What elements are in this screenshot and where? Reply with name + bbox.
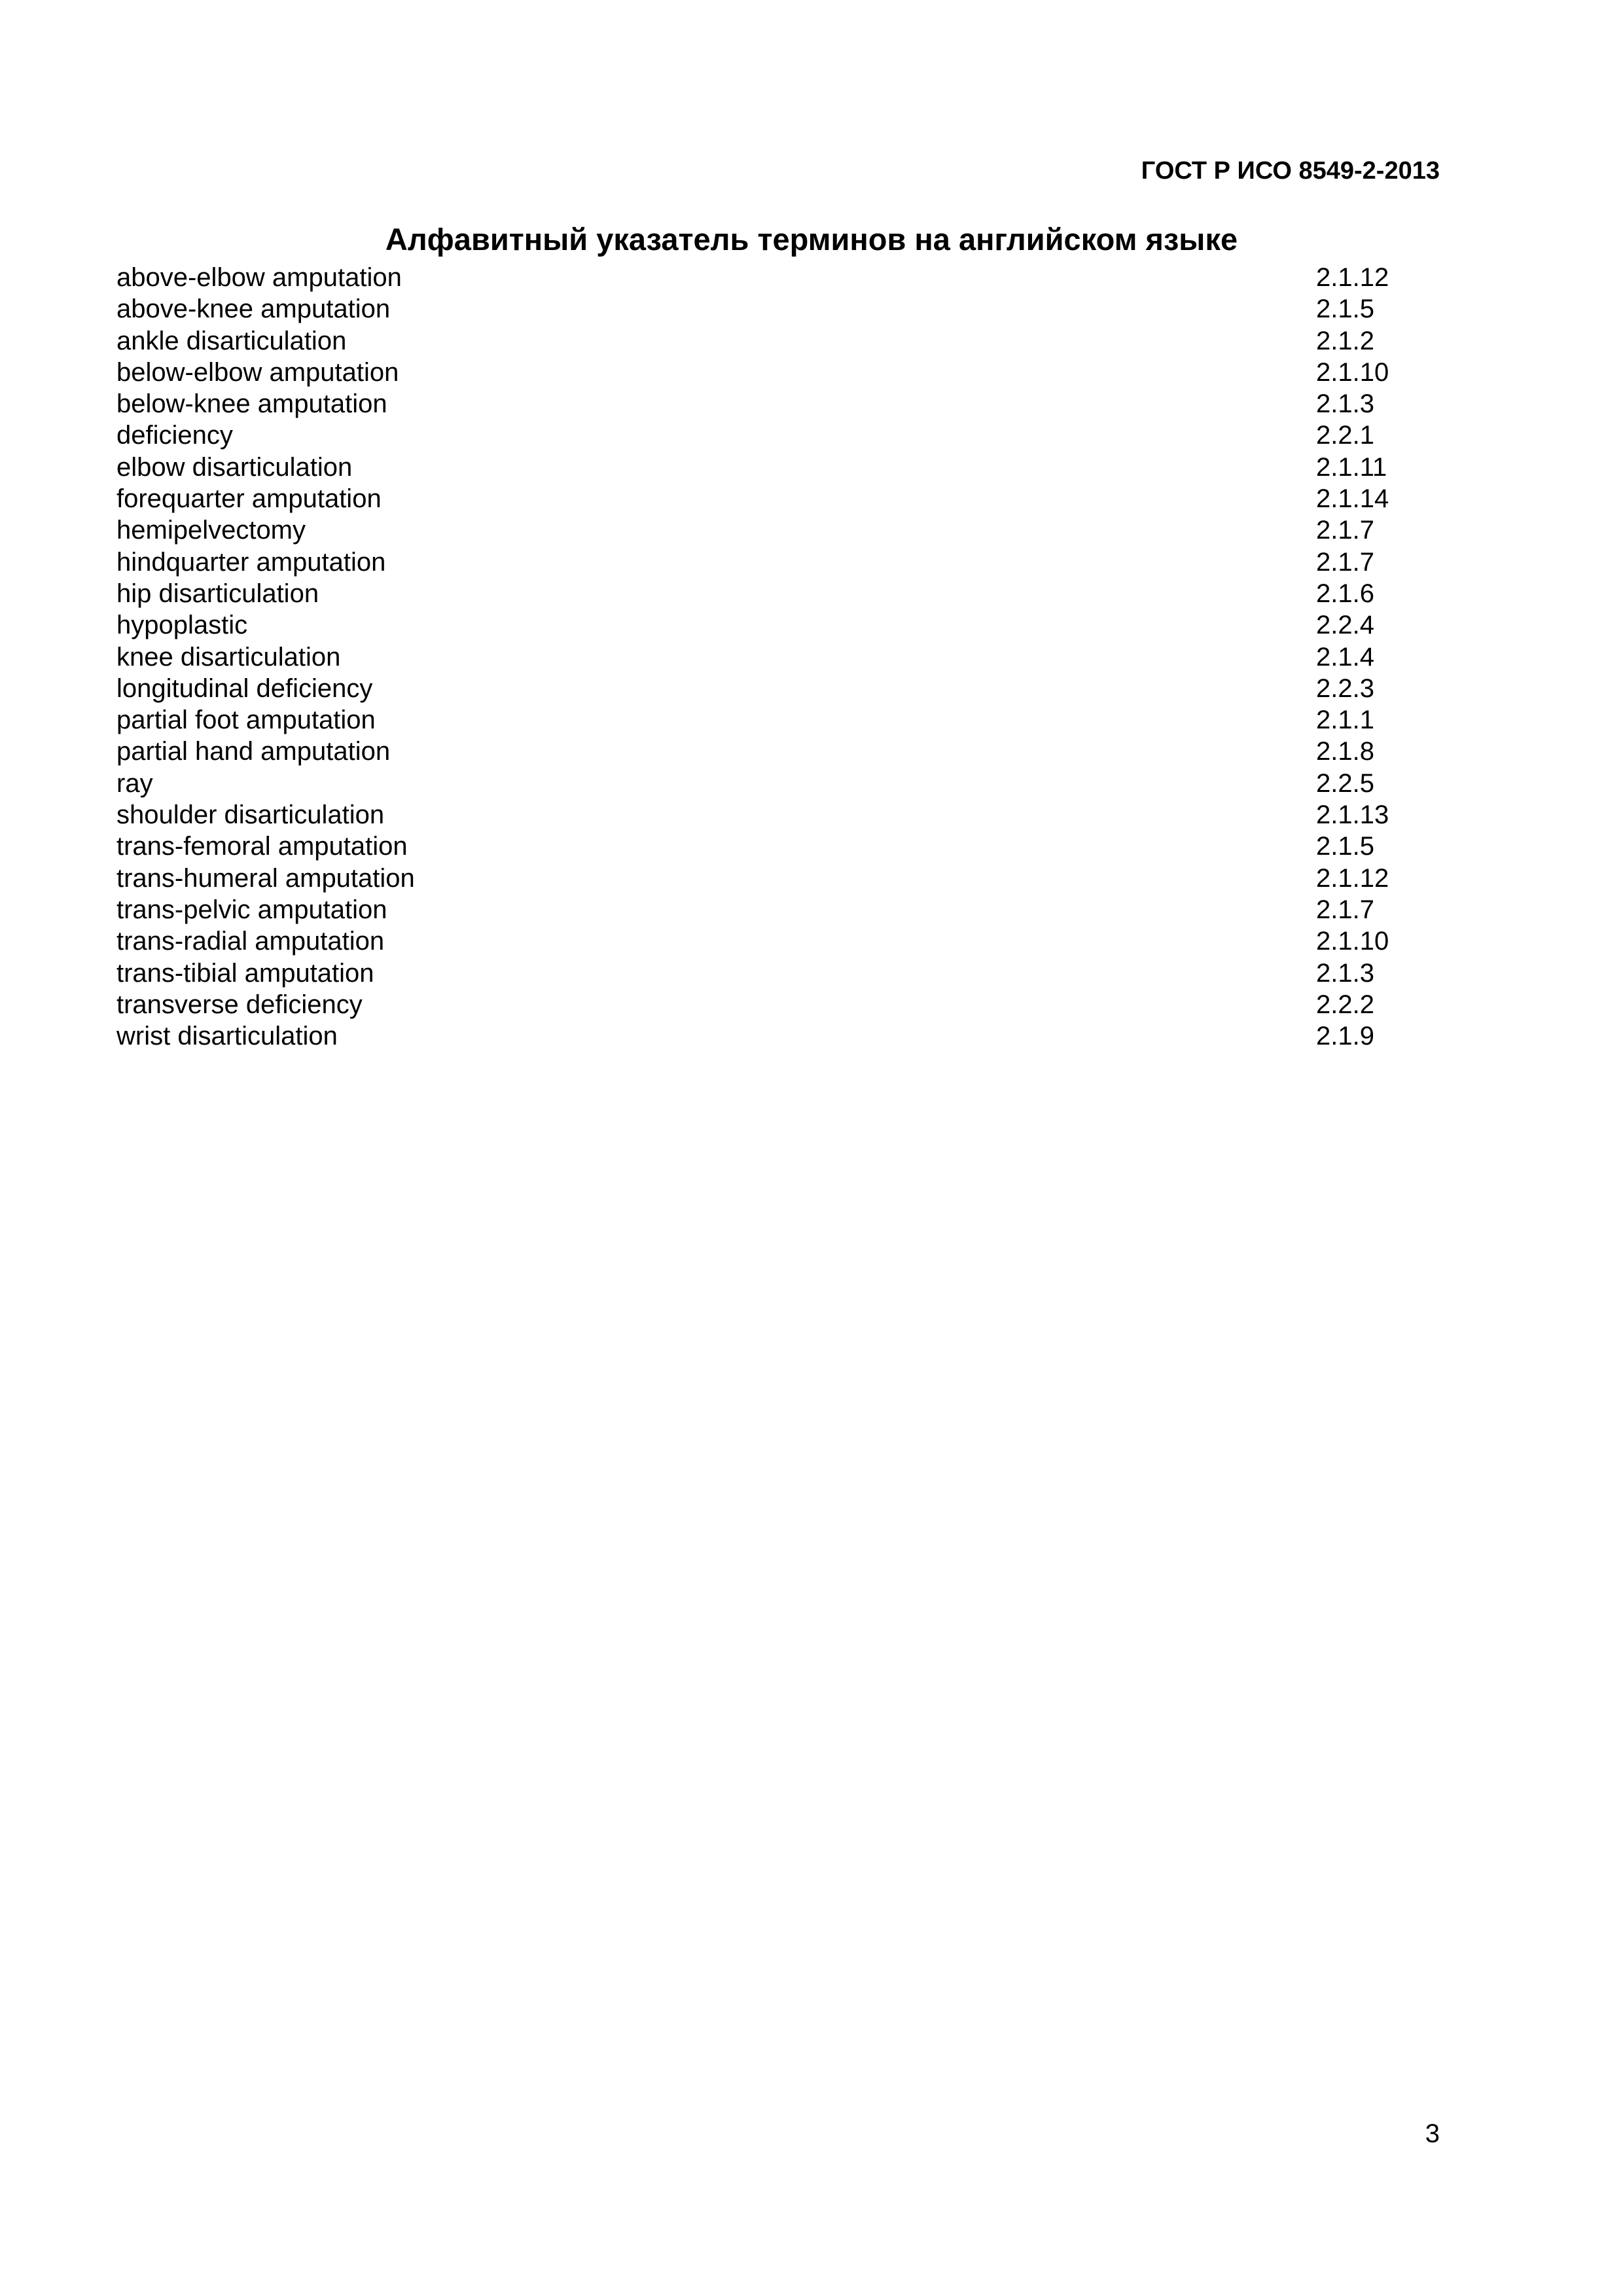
index-reference: 2.2.3 — [1316, 673, 1374, 703]
index-term: transverse deficiency — [116, 990, 363, 1019]
index-term: elbow disarticulation — [116, 452, 353, 482]
document-code: ГОСТ Р ИСО 8549-2-2013 — [1141, 157, 1440, 185]
index-entry — [116, 547, 1425, 578]
index-entry — [116, 357, 1425, 388]
index-reference: 2.1.5 — [1316, 832, 1374, 861]
index-term: trans-tibial amputation — [116, 958, 374, 988]
index-term: hypoplastic — [116, 611, 248, 640]
index-reference: 2.1.3 — [1316, 389, 1374, 419]
index-entry — [116, 514, 1425, 546]
index-term: hemipelvectomy — [116, 516, 306, 545]
index-entry — [116, 1020, 1425, 1052]
index-reference: 2.1.10 — [1316, 357, 1389, 387]
index-term: forequarter amputation — [116, 484, 382, 514]
index-reference: 2.1.1 — [1316, 706, 1374, 735]
index-term: trans-pelvic amputation — [116, 895, 387, 924]
index-reference: 2.1.10 — [1316, 927, 1389, 956]
index-reference: 2.1.3 — [1316, 958, 1374, 988]
index-entry — [116, 768, 1425, 799]
index-term: ray — [116, 768, 153, 798]
index-term: trans-humeral amputation — [116, 863, 415, 893]
index-term: above-knee amputation — [116, 295, 391, 324]
index-term: partial hand amputation — [116, 737, 391, 766]
index-reference: 2.1.9 — [1316, 1022, 1374, 1051]
index-term: deficiency — [116, 421, 233, 450]
index-term: shoulder disarticulation — [116, 800, 385, 830]
index-entry — [116, 578, 1425, 609]
index-title: Алфавитный указатель терминов на английском языке — [385, 222, 1238, 257]
index-reference: 2.2.5 — [1316, 768, 1374, 798]
index-reference: 2.1.11 — [1316, 452, 1387, 482]
index-reference: 2.2.1 — [1316, 421, 1374, 450]
index-term: below-knee amputation — [116, 389, 387, 419]
index-entry — [116, 420, 1425, 451]
index-term: wrist disarticulation — [116, 1022, 338, 1051]
page-number: 3 — [1425, 2119, 1440, 2148]
index-entry — [116, 483, 1425, 514]
index-entry — [116, 388, 1425, 420]
index-term: hip disarticulation — [116, 579, 319, 608]
index-reference: 2.2.2 — [1316, 990, 1374, 1019]
index-reference: 2.1.7 — [1316, 895, 1374, 924]
index-reference: 2.1.12 — [1316, 263, 1389, 292]
index-term: ankle disarticulation — [116, 326, 347, 355]
index-entry — [116, 704, 1425, 736]
index-entry — [116, 989, 1425, 1020]
index-entry — [116, 863, 1425, 894]
index-term: above-elbow amputation — [116, 263, 402, 292]
index-entry — [116, 262, 1425, 293]
index-reference: 2.1.5 — [1316, 295, 1374, 324]
index-entry — [116, 958, 1425, 989]
index-reference: 2.1.13 — [1316, 800, 1389, 830]
term-index-list — [116, 262, 1425, 1052]
index-reference: 2.1.7 — [1316, 516, 1374, 545]
index-entry — [116, 641, 1425, 673]
index-entry — [116, 925, 1425, 957]
index-entry — [116, 831, 1425, 862]
index-entry — [116, 325, 1425, 357]
index-reference: 2.1.2 — [1316, 326, 1374, 355]
index-entry — [116, 799, 1425, 831]
index-entry — [116, 609, 1425, 641]
index-term: hindquarter amputation — [116, 547, 386, 577]
index-reference: 2.1.8 — [1316, 737, 1374, 766]
index-reference: 2.2.4 — [1316, 611, 1374, 640]
index-reference: 2.1.12 — [1316, 863, 1389, 893]
index-term: trans-radial amputation — [116, 927, 385, 956]
index-entry — [116, 894, 1425, 925]
index-reference: 2.1.4 — [1316, 642, 1374, 672]
index-term: knee disarticulation — [116, 642, 341, 672]
index-reference: 2.1.6 — [1316, 579, 1374, 608]
index-reference: 2.1.7 — [1316, 547, 1374, 577]
index-term: longitudinal deficiency — [116, 673, 373, 703]
index-entry — [116, 452, 1425, 483]
index-entry — [116, 736, 1425, 767]
index-term: partial foot amputation — [116, 706, 376, 735]
index-entry — [116, 673, 1425, 704]
index-term: trans-femoral amputation — [116, 832, 408, 861]
index-reference: 2.1.14 — [1316, 484, 1389, 514]
index-entry — [116, 293, 1425, 325]
index-term: below-elbow amputation — [116, 357, 399, 387]
